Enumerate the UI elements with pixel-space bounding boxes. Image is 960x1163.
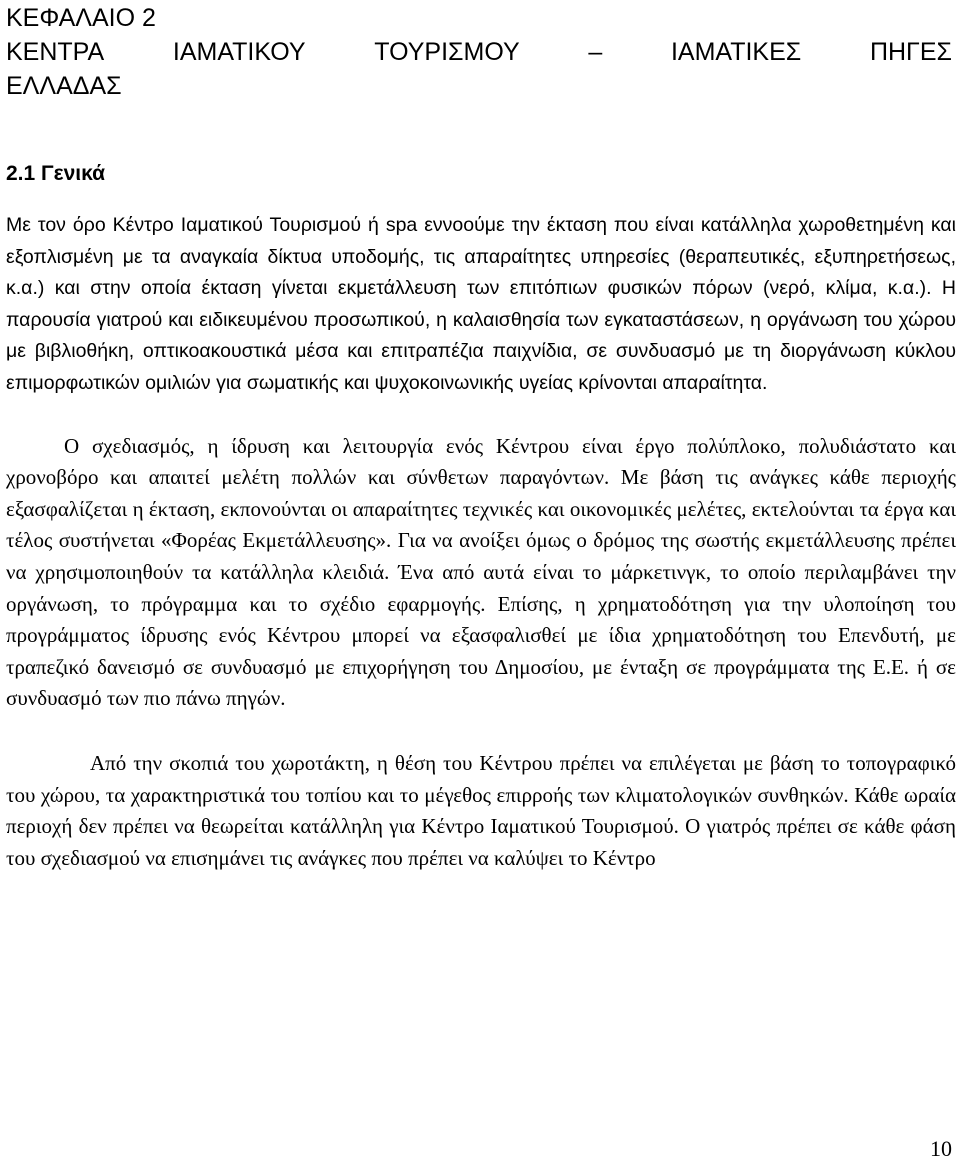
chapter-title-word: ΠΗΓΕΣ: [869, 38, 952, 66]
chapter-title-word: ΙΑΜΑΤΙΚΟΥ: [172, 38, 306, 66]
chapter-number: ΚΕΦΑΛΑΙΟ 2: [6, 4, 156, 32]
chapter-title-continuation: ΕΛΛΑΔΑΣ: [6, 72, 122, 100]
paragraph-planning: Ο σχεδιασμός, η ίδρυση και λειτουργία ενός Κέντρου είναι έργο πολύπλοκο, πολυδιάστατο και χρονοβόρο και απαιτεί μελέτη πολλών και σύνθετων παραγόντων. Με βάση τις ανάγκες κάθε περιοχής εξασφαλίζεται η έκταση, εκπονούνται οι απαραίτητες τεχνικές και οικονομικές μελέτες, εκτελούνται τα έργα και τέλος συστήνεται «Φορέας Εκμετάλλευσης». Για να ανοίξει όμως ο δρόμος της σωστής εκμετάλλευσης πρέπει να χρησιμοποιηθούν τα κατάλληλα κλειδιά. Ένα από αυτά είναι το μάρκετινγκ, το οποίο περιλαμβάνει την οργάνωση, το πρόγραμμα και το σχέδιο εφαρμογής. Επίσης, η χρηματοδότηση για την υλοποίηση του προγράμματος ίδρυσης ενός Κέντρου μπορεί να εξασφαλισθεί με ίδια χρηματοδότηση του Επενδυτή, με τραπεζικό δανεισμό σε συνδυασμό με επιχορήγηση του Δημοσίου, με ένταξη σε προγράμματα της Ε.Ε. ή σε συνδυασμό των πιο πάνω πηγών.: [6, 433, 956, 711]
document-page: [6, 0, 956, 874]
paragraph-definition-part-b: Η παρουσία γιατρού και ειδικευμένου προσωπικού, η καλαισθησία των εγκαταστάσεων, η οργάνωση του χώρου με βιβλιοθήκη, οπτικοακουστικά μέσα και επιτραπέζια παιχνίδια, σε συνδυασμό με τη διοργάνωση κύκλου επιμορφωτικών ομιλιών για σωματικής και ψυχοκοινωνικής υγείας κρίνονται απαραίτητα.: [6, 277, 957, 394]
chapter-heading: [6, 0, 956, 103]
chapter-title-word: ΤΟΥΡΙΣΜΟΥ: [374, 38, 520, 66]
chapter-title-word: ΚΕΝΤΡΑ: [6, 38, 105, 66]
chapter-title-dash: –: [588, 38, 603, 66]
chapter-title-line: [6, 35, 952, 69]
paragraph-definition: [6, 210, 956, 400]
chapter-title-word: ΙΑΜΑΤΙΚΕΣ: [670, 38, 802, 66]
paragraph-definition-part-a: Με τον όρο Κέντρο Ιαματικού Τουρισμού ή spa εννοούμε την έκταση που είναι κατάλληλα χωροθετημένη και εξοπλισμένη με τα αναγκαία δίκτυα υποδομής, τις απαραίτητες υπηρεσίες (θεραπευτικές, εξυπηρετήσεως, κ.α.) και στην οποία έκταση γίνεται εκμετάλλευση των επιτόπιων φυσικών πόρων (νερό, κλίμα, κ.α.).: [6, 214, 956, 300]
paragraph-site-selection: Από την σκοπιά του χωροτάκτη, η θέση του Κέντρου πρέπει να επιλέγεται με βάση το τοπογραφικό του χώρου, τα χαρακτηριστικά του τοπίου και το μέγεθος επιρροής των κλιματολογικών συνθηκών. Κάθε ωραία περιοχή δεν πρέπει να θεωρείται κατάλληλη για Κέντρο Ιαματικού Τουρισμού. Ο γιατρός πρέπει σε κάθε φάση του σχεδιασμού να επισημάνει τις ανάγκες που πρέπει να καλύψει το Κέντρο: [6, 750, 956, 870]
section-heading: 2.1 Γενικά: [6, 162, 106, 185]
page-number: 10: [930, 1136, 952, 1161]
